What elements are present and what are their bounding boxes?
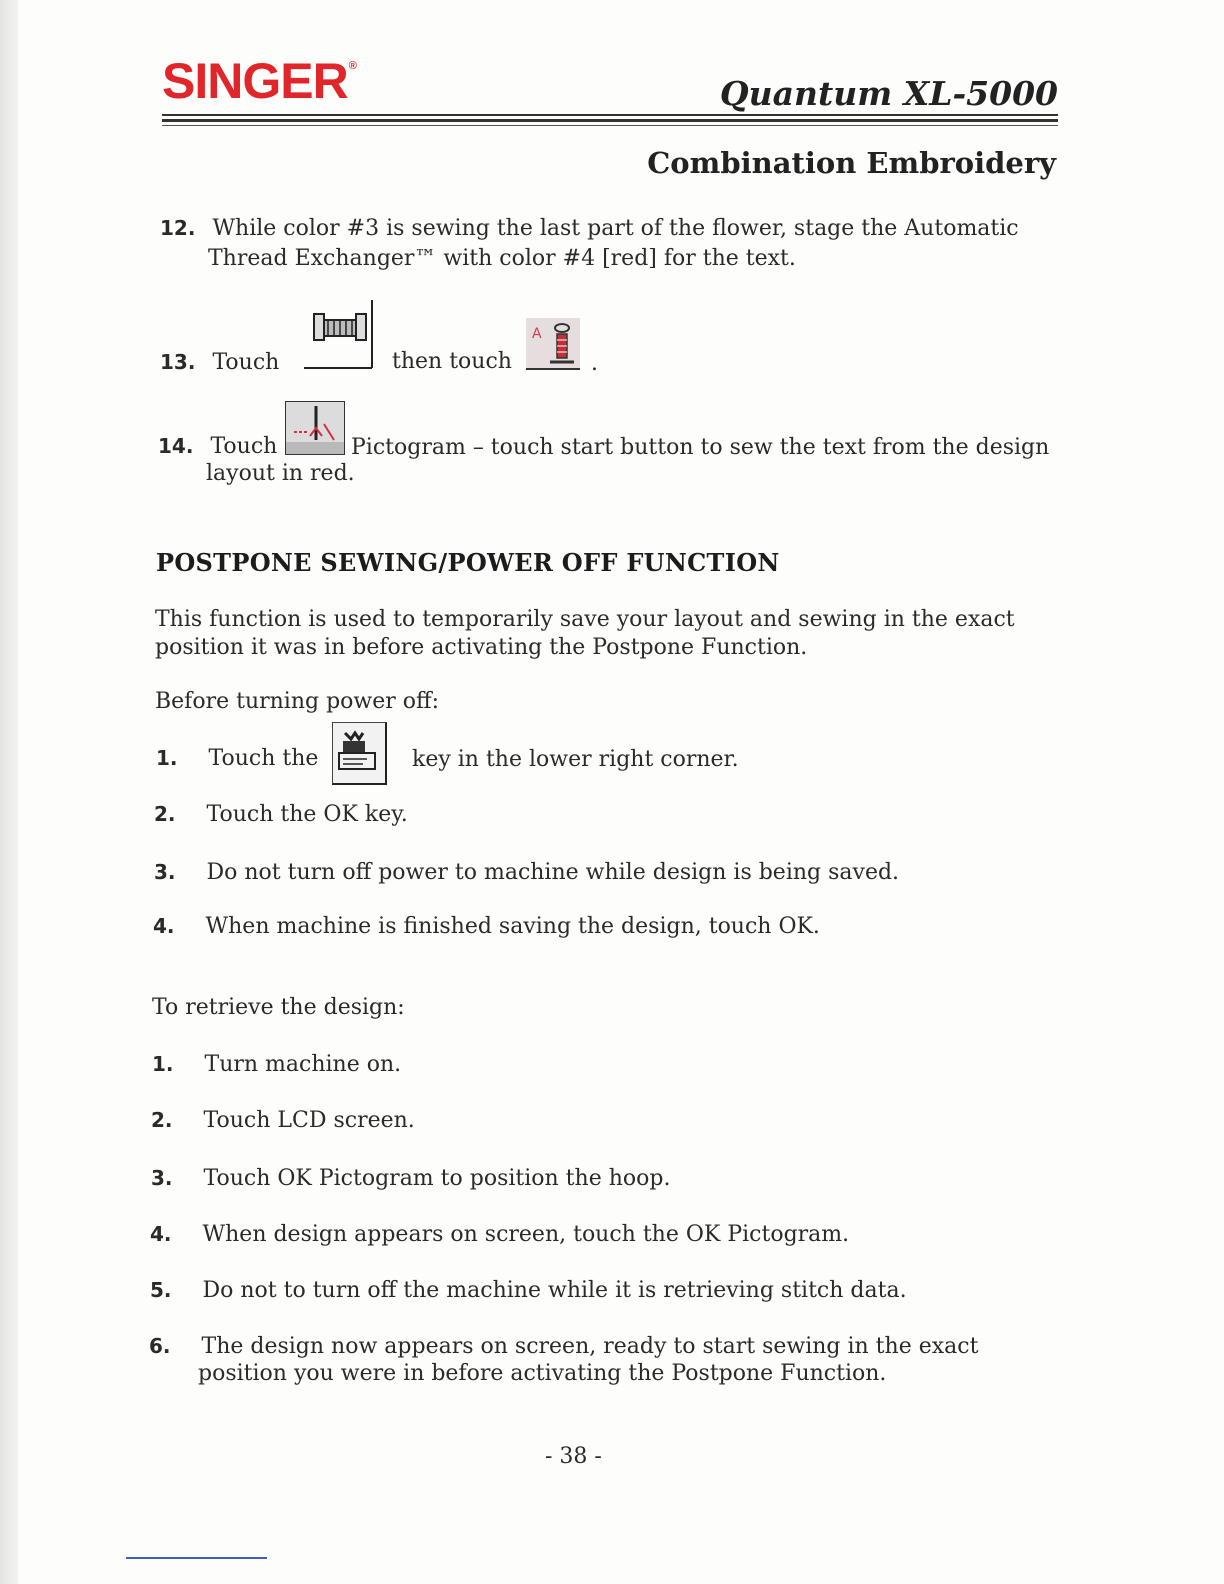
retrieve-label: To retrieve the design:: [152, 995, 405, 1020]
intro-line-1: This function is used to temporarily save your layout and sewing in the exact: [155, 607, 1015, 632]
step-12-cont: Thread Exchanger™ with color #4 [red] for the text.: [208, 246, 796, 271]
spool-menu-icon[interactable]: [302, 300, 374, 370]
svg-text:A: A: [532, 326, 542, 342]
step-text: Turn machine on.: [204, 1052, 402, 1077]
retrieve-step-6-cont: position you were in before activating the Postpone Function.: [198, 1361, 887, 1386]
before-step-1: [156, 744, 318, 773]
step-text: Touch the OK key.: [206, 802, 408, 827]
step-text: When machine is finished saving the design, touch OK.: [205, 914, 820, 939]
step-text: Touch: [210, 434, 278, 459]
intro-line-2: position it was in before activating the Postpone Function.: [155, 635, 808, 660]
page-number: - 38 -: [545, 1444, 602, 1469]
step-text: Touch the: [208, 746, 319, 771]
then-touch-text: then touch: [392, 349, 512, 374]
step-13: [160, 348, 279, 377]
step-text: Do not to turn off the machine while it is retrieving stitch data.: [202, 1278, 907, 1303]
step-number: 2.: [151, 1108, 173, 1132]
step-14-cont: layout in red.: [206, 461, 355, 486]
period: .: [591, 351, 598, 376]
step-number: 6.: [149, 1334, 171, 1358]
step-text: Touch: [212, 350, 280, 375]
registered-mark: ®: [348, 60, 356, 72]
retrieve-step-6: [149, 1332, 978, 1361]
step-text: key in the lower right corner.: [412, 747, 739, 772]
step-text: Pictogram – touch start button to sew the text from the design: [351, 435, 1050, 460]
brand-logo: [162, 52, 356, 110]
step-number: 3.: [151, 1166, 173, 1190]
postpone-key-icon[interactable]: [332, 722, 387, 785]
before-step-3: [154, 858, 899, 887]
step-text: While color #3 is sewing the last part of the flower, stage the Automatic: [212, 216, 1019, 241]
step-number: 1.: [152, 1052, 174, 1076]
step-text: When design appears on screen, touch the OK Pictogram.: [202, 1222, 850, 1247]
retrieve-step-5: [150, 1276, 907, 1305]
page-edge: [0, 0, 18, 1584]
before-step-2: [154, 800, 408, 829]
before-label: Before turning power off:: [155, 689, 440, 714]
section-heading: POSTPONE SEWING/POWER OFF FUNCTION: [156, 548, 780, 577]
header-rule: [162, 125, 1058, 126]
step-number: 4.: [153, 914, 175, 938]
step-number: 2.: [154, 802, 176, 826]
retrieve-step-2: [151, 1106, 415, 1135]
step-text: Touch LCD screen.: [203, 1108, 415, 1133]
step-number: 14.: [158, 434, 194, 458]
section-title: Combination Embroidery: [647, 146, 1056, 180]
retrieve-step-3: [151, 1164, 670, 1193]
header-rule: [162, 119, 1058, 122]
step-text: Touch OK Pictogram to position the hoop.: [203, 1166, 671, 1191]
step-number: 1.: [156, 746, 178, 770]
step-number: 13.: [160, 350, 196, 374]
before-step-4: [153, 912, 820, 941]
step-text: Do not turn off power to machine while design is being saved.: [206, 860, 900, 885]
step-number: 3.: [154, 860, 176, 884]
sew-pictogram-icon[interactable]: [285, 401, 345, 455]
model-title: Quantum XL-5000: [719, 74, 1058, 113]
step-number: 4.: [150, 1222, 172, 1246]
retrieve-step-1: [152, 1050, 401, 1079]
step-14: [158, 432, 277, 461]
step-number: 12.: [160, 216, 196, 240]
step-12: [160, 214, 1019, 243]
retrieve-step-4: [150, 1220, 849, 1249]
step-text: The design now appears on screen, ready to start sewing in the exact: [201, 1334, 979, 1359]
color-change-icon[interactable]: [526, 318, 580, 370]
brand-name: SINGER: [162, 53, 348, 109]
step-number: 5.: [150, 1278, 172, 1302]
header-rule: [162, 114, 1058, 116]
bottom-rule: [126, 1557, 267, 1559]
